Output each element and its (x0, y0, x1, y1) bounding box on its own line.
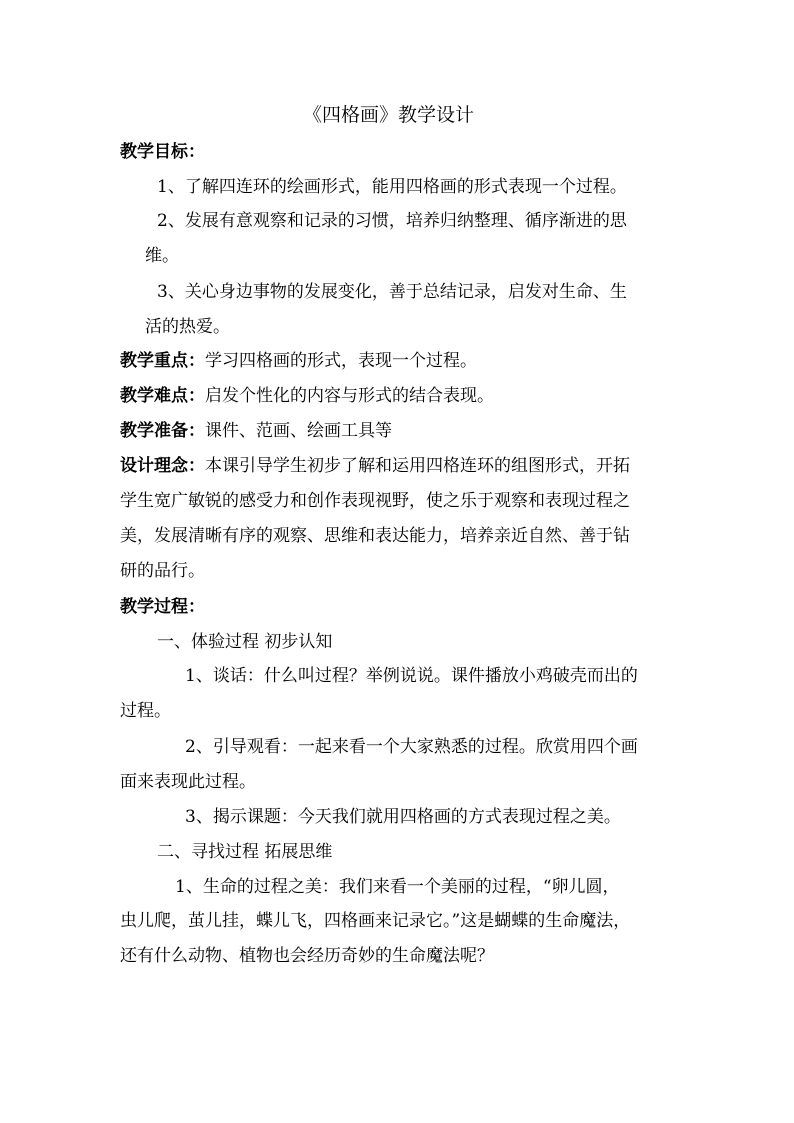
key-point-label: 教学重点： (120, 351, 205, 371)
section-2-item-1-line-2: 虫儿爬，茧儿挂，蝶儿飞，四格画来记录它。”这是蝴蝶的生命魔法， (120, 911, 631, 931)
concept-line-3: 美，发展清晰有序的观察、思维和表达能力，培养亲近自然、善于钻 (120, 526, 630, 546)
objectives-heading: 教学目标： (120, 142, 205, 162)
objective-item-2-line-1: 2、发展有意观察和记录的习惯，培养归纳整理、循序渐进的思 (157, 211, 627, 231)
key-point-row (120, 350, 477, 372)
preparation-row (120, 420, 392, 442)
objective-item-3-line-2: 活的热爱。 (145, 317, 230, 337)
preparation-text: 课件、范画、绘画工具等 (205, 421, 392, 441)
difficulty-label: 教学难点： (120, 386, 205, 406)
concept-line-4: 研的品行。 (120, 561, 205, 581)
concept-label: 设计理念： (120, 456, 205, 476)
key-point-text: 学习四格画的形式，表现一个过程。 (205, 351, 477, 371)
section-1-item-1-line-2: 过程。 (120, 701, 171, 721)
section-1-item-2-line-2: 面来表现此过程。 (120, 772, 256, 792)
section-2-item-1-line-1: 1、生命的过程之美：我们来看一个美丽的过程，“卵儿圆， (175, 877, 620, 897)
objective-item-2-line-2: 维。 (145, 246, 179, 266)
section-2-item-1-line-3: 还有什么动物、植物也会经历奇妙的生命魔法呢？ (120, 946, 494, 966)
section-1-item-1-line-1: 1、谈话：什么叫过程？举例说说。课件播放小鸡破壳而出的 (185, 666, 638, 686)
difficulty-row (120, 385, 494, 407)
objective-item-3-line-1: 3、关心身边事物的发展变化，善于总结记录，启发对生命、生 (157, 282, 627, 302)
section-2-heading: 二、寻找过程 拓展思维 (157, 842, 333, 862)
concept-row-1 (120, 455, 630, 477)
document-title: 《四格画》教学设计 (303, 104, 475, 126)
process-heading: 教学过程： (120, 597, 205, 617)
section-1-heading: 一、体验过程 初步认知 (157, 632, 333, 652)
preparation-label: 教学准备： (120, 421, 205, 441)
difficulty-text: 启发个性化的内容与形式的结合表现。 (205, 386, 494, 406)
concept-line-1: 本课引导学生初步了解和运用四格连环的组图形式，开拓 (205, 456, 630, 476)
section-1-item-3: 3、揭示课题：今天我们就用四格画的方式表现过程之美。 (185, 807, 621, 827)
concept-line-2: 学生宽广敏锐的感受力和创作表现视野，使之乐于观察和表现过程之 (120, 491, 630, 511)
section-1-item-2-line-1: 2、引导观看：一起来看一个大家熟悉的过程。欣赏用四个画 (185, 737, 638, 757)
objective-item-1: 1、了解四连环的绘画形式，能用四格画的形式表现一个过程。 (157, 177, 627, 197)
